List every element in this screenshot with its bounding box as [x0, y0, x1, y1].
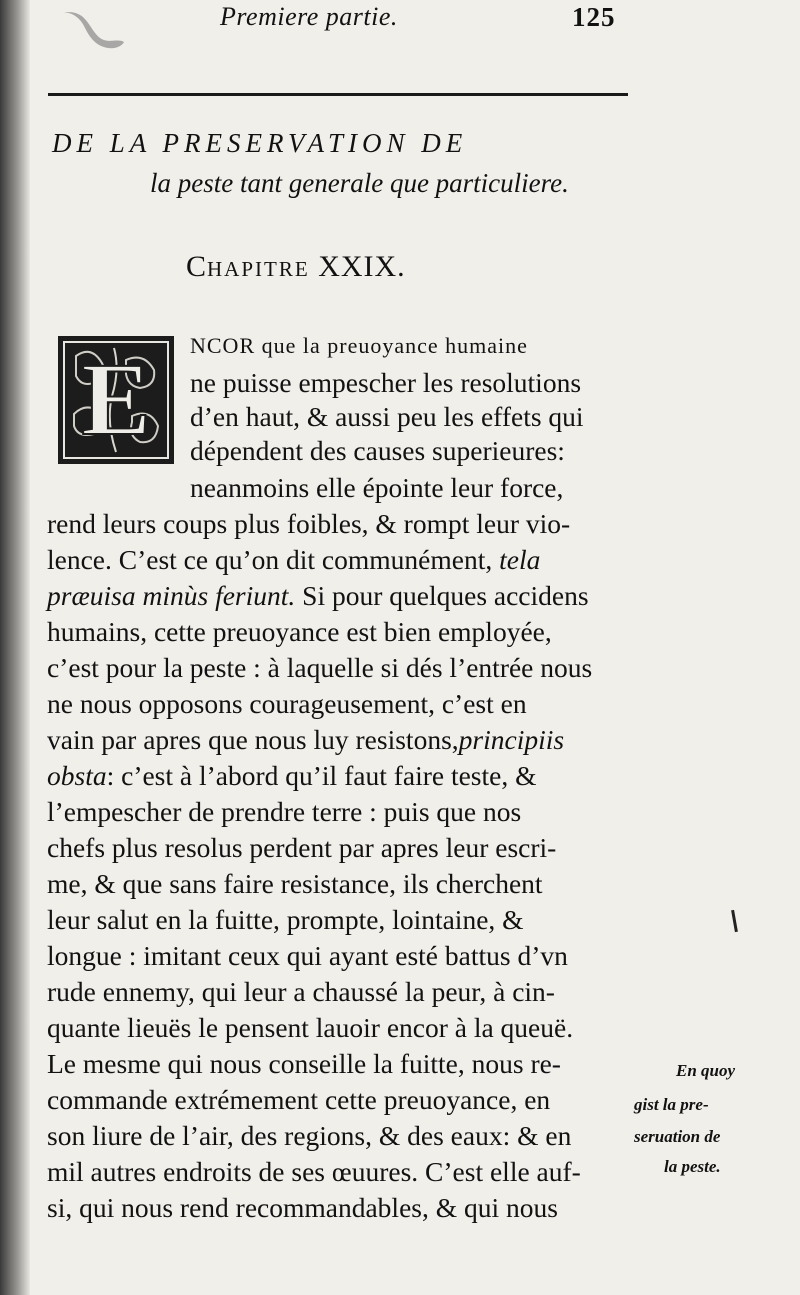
- body-text: vain par apres que nous luy resistons,: [47, 724, 459, 755]
- body-line-10: c’est pour la peste : à laquelle si dés l’entrée nous: [47, 652, 593, 683]
- chapter-numeral: XXIX.: [318, 250, 406, 283]
- body-line-18: longue : imitant ceux qui ayant esté battus d’vn: [47, 940, 568, 971]
- body-line-12: [47, 726, 564, 754]
- latin-phrase: principiis: [458, 724, 565, 755]
- body-line-25: si, qui nous rend recommandables, & qui nous: [47, 1192, 558, 1223]
- chapter-heading: [186, 250, 406, 284]
- body-line-1: [190, 330, 528, 358]
- body-line-23: son liure de l’air, des regions, & des eaux: & en: [47, 1120, 572, 1151]
- body-text: Si pour quelques accidens: [302, 580, 589, 611]
- body-line-16: me, & que sans faire resistance, ils cherchent: [47, 868, 543, 899]
- header-rule: [48, 93, 628, 96]
- body-line-21: Le mesme qui nous conseille la fuitte, nous re-: [47, 1048, 561, 1079]
- margin-note-line2: gist la pre-: [634, 1095, 709, 1114]
- page-number: 125: [572, 2, 616, 32]
- body-line-22: commande extrémement cette preuoyance, en: [47, 1084, 551, 1115]
- latin-phrase: præuisa minùs feriunt.: [47, 580, 296, 611]
- ornamental-initial-e: [56, 330, 176, 468]
- latin-phrase: obsta: [47, 760, 107, 791]
- margin-mark: [731, 910, 738, 932]
- body-line-11: ne nous opposons courageusement, c’est en: [47, 688, 527, 719]
- body-line-2: ne puisse empescher les resolutions: [190, 367, 582, 398]
- ink-smudge: [58, 8, 128, 58]
- body-text: lence. C’est ce qu’on dit communément,: [47, 544, 493, 575]
- running-head: Premiere partie.: [220, 2, 398, 31]
- body-line-8: [47, 582, 589, 610]
- chapter-cap: C: [186, 250, 208, 283]
- body-line-20: quante lieuës le pensent lauoir encor à la queuë.: [47, 1012, 574, 1043]
- body-text: : c’est à l’abord qu’il faut faire teste, &: [106, 760, 537, 791]
- body-line-4: dépendent des causes superieures:: [190, 435, 565, 466]
- latin-phrase: tela: [499, 544, 541, 575]
- margin-note-line4: la peste.: [664, 1157, 721, 1176]
- body-line-6: rend leurs coups plus foibles, & rompt leur vio-: [47, 508, 571, 539]
- section-title-line2: la peste tant generale que particuliere.: [150, 168, 569, 198]
- body-line-19: rude ennemy, qui leur a chaussé la peur, à cin-: [47, 976, 555, 1007]
- margin-note-line3: seruation de: [634, 1127, 721, 1146]
- body-line-17: leur salut en la fuitte, prompte, lointaine, &: [47, 904, 524, 935]
- body-line-7: [47, 546, 540, 574]
- body-line-14: l’empescher de prendre terre : puis que nos: [47, 796, 522, 827]
- section-title-line1: DE LA PRESERVATION DE: [52, 128, 468, 158]
- body-line-24: mil autres endroits de ses œuures. C’est elle auf-: [47, 1156, 581, 1187]
- initial-letter: E: [81, 342, 151, 457]
- body-line-5: neanmoins elle épointe leur force,: [190, 472, 564, 503]
- body-line-3: d’en haut, & aussi peu les effets qui: [190, 401, 584, 432]
- body-line-9: humains, cette preuoyance est bien employée,: [47, 616, 552, 647]
- page-gutter: [0, 0, 30, 1295]
- body-text: NCOR que la preuoyance humaine: [190, 333, 528, 358]
- margin-note-line1: En quoy: [676, 1061, 736, 1080]
- chapter-word: HAPITRE: [207, 257, 310, 281]
- body-line-13: [47, 762, 536, 790]
- body-line-15: chefs plus resolus perdent par apres leur escri-: [47, 832, 557, 863]
